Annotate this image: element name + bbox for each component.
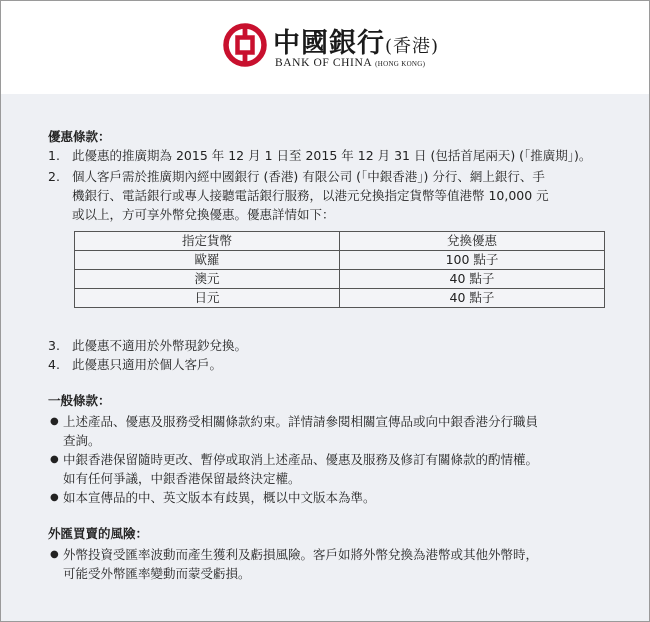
header-offer: 兌換優惠 <box>340 232 605 251</box>
table-row <box>75 251 605 270</box>
brand-name-chinese: 中國銀行(香港) <box>273 28 440 59</box>
offer-term-4: 4. 此優惠只適用於個人客戶。 <box>48 357 223 372</box>
fx-risk-title: 外匯買賣的風險： <box>48 526 149 541</box>
offer-table <box>74 231 605 308</box>
offer-term-2: 2. 個人客戶需於推廣期內經中國銀行 (香港) 有限公司 (「中銀香港」) 分行、網上銀行、手 機銀行、電話銀行或專人接聽電話銀行服務，以港元兌換指定貨幣等值港幣 10,000 元 或以上，方可享外幣兌換優惠。優惠詳情如下： <box>48 169 549 222</box>
header <box>1 1 649 94</box>
offer-term-3: 3. 此優惠不適用於外幣現鈔兌換。 <box>48 338 248 353</box>
offer-cell: 100 點子 <box>340 251 605 270</box>
currency-cell: 歐羅 <box>75 251 340 270</box>
table-row <box>75 289 605 308</box>
bank-logo-icon <box>223 23 267 67</box>
offer-term-1: 1. 此優惠的推廣期為 2015 年 12 月 1 日至 2015 年 12 月 31 日 (包括首尾兩天) (「推廣期」)。 <box>48 148 592 163</box>
offer-cell: 40 點子 <box>340 289 605 308</box>
fx-risk-item: ● 外幣投資受匯率波動而產生獲利及虧損風險。客戶如將外幣兌換為港幣或其他外幣時， 可能受外幣匯率變動而蒙受虧損。 <box>50 547 539 581</box>
offer-terms-title: 優惠條款： <box>48 129 111 144</box>
general-terms-title: 一般條款： <box>48 393 111 408</box>
general-term-1: ● 上述產品、優惠及服務受相關條款約束。詳情請參閱相關宣傳品或向中銀香港分行職員 查詢。 <box>50 414 539 448</box>
header-currency: 指定貨幣 <box>75 232 340 251</box>
general-term-3: ● 如本宣傳品的中、英文版本有歧異，概以中文版本為準。 <box>50 490 376 505</box>
currency-cell: 日元 <box>75 289 340 308</box>
general-term-2: ● 中銀香港保留隨時更改、暫停或取消上述產品、優惠及服務及修訂有關條款的酌情權。 如有任何爭議，中銀香港保留最終決定權。 <box>50 452 539 486</box>
offer-cell: 40 點子 <box>340 270 605 289</box>
table-row <box>75 270 605 289</box>
currency-cell: 澳元 <box>75 270 340 289</box>
brand-name-english: BANK OF CHINA (HONG KONG) <box>275 57 426 69</box>
offer-table-header-row <box>75 232 605 251</box>
